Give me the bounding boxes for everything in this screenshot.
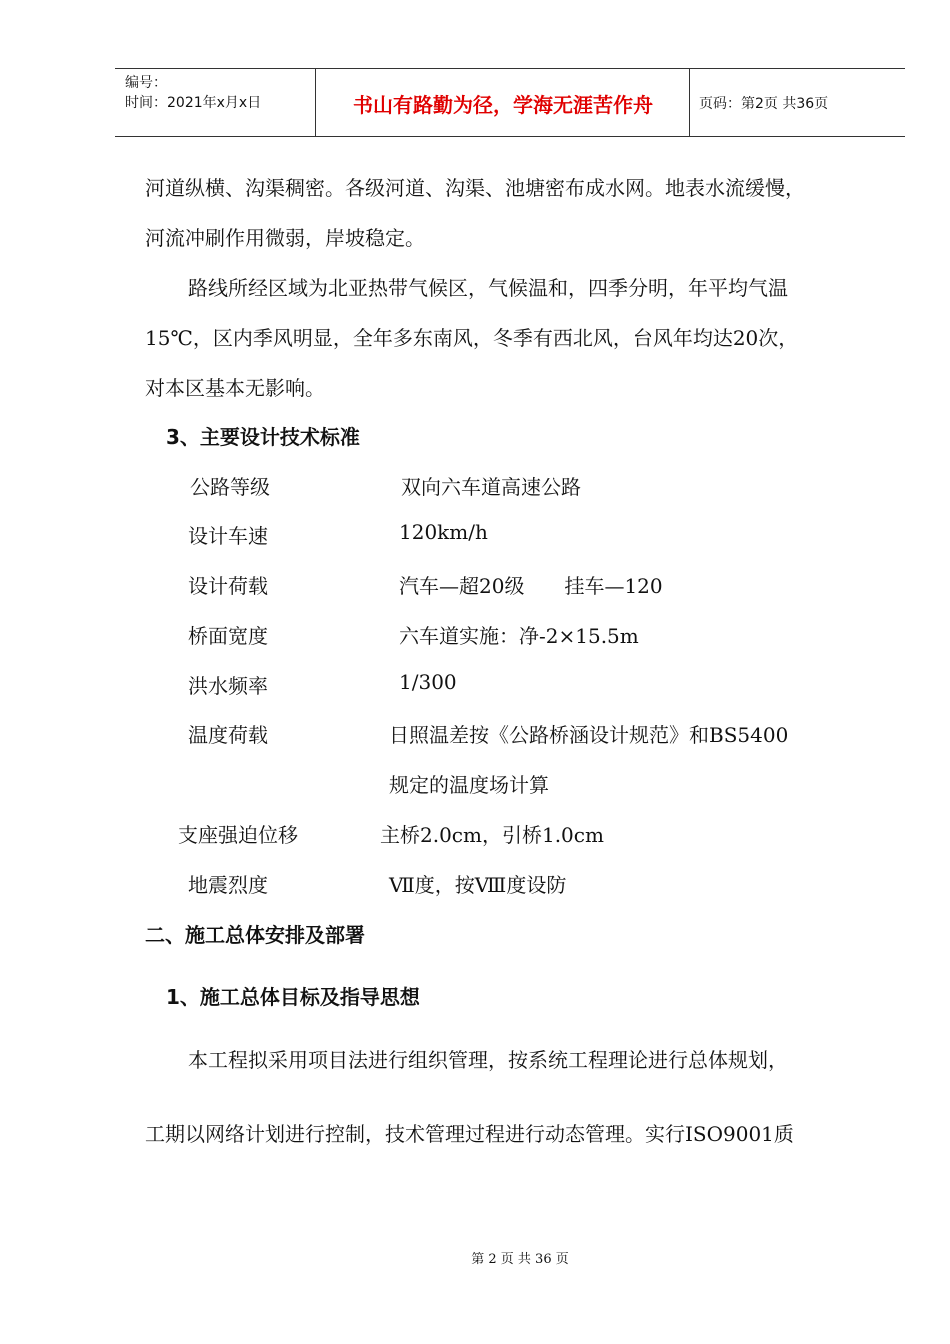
standard-value: 1/300	[399, 670, 457, 694]
page-header	[115, 68, 905, 137]
standard-label: 设计荷载	[188, 574, 268, 598]
standard-value: 日照温差按《公路桥涵设计规范》和BS5400	[389, 723, 789, 747]
paragraph-line: 工期以网络计划进行控制，技术管理过程进行动态管理。实行ISO9001质	[145, 1122, 794, 1146]
standard-label: 地震烈度	[188, 873, 268, 897]
standard-label: 温度荷载	[188, 723, 268, 747]
paragraph-line: 15℃，区内季风明显，全年多东南风，冬季有西北风，台风年均达20次，	[145, 326, 799, 350]
standard-value: 规定的温度场计算	[389, 773, 549, 797]
paragraph-line: 对本区基本无影响。	[145, 376, 325, 400]
code-label: 编号：	[125, 75, 167, 91]
paragraph-line: 河流冲刷作用微弱，岸坡稳定。	[145, 226, 425, 250]
section-heading: 3、主要设计技术标准	[166, 425, 360, 449]
header-meta	[125, 73, 315, 113]
subsection-heading: 1、施工总体目标及指导思想	[166, 985, 420, 1009]
header-divider	[689, 69, 690, 136]
standard-label: 设计车速	[188, 524, 268, 548]
standard-value: 汽车—超20级 挂车—120	[399, 574, 663, 598]
standard-value: 主桥2.0cm，引桥1.0cm	[380, 823, 604, 847]
standard-label: 桥面宽度	[188, 624, 268, 648]
header-motto: 书山有路勤为径，学海无涯苦作舟	[353, 93, 653, 117]
standard-label: 支座强迫位移	[178, 823, 298, 847]
standard-label: 公路等级	[190, 475, 270, 499]
paragraph-line: 河道纵横、沟渠稠密。各级河道、沟渠、池塘密布成水网。地表水流缓慢，	[145, 176, 805, 200]
standard-value: 120km/h	[399, 520, 488, 544]
standard-value: 双向六车道高速公路	[401, 475, 581, 499]
paragraph-line: 路线所经区域为北亚热带气候区，气候温和，四季分明，年平均气温	[188, 276, 788, 300]
header-divider	[315, 69, 316, 136]
time-label: 时间：2021年x月x日	[125, 95, 262, 111]
section-heading: 二、施工总体安排及部署	[145, 923, 365, 947]
footer-page-number: 第 2 页 共 36 页	[471, 1252, 569, 1267]
page-footer	[0, 1248, 950, 1267]
standard-value: Ⅶ度，按Ⅷ度设防	[389, 873, 567, 897]
standard-value: 六车道实施：净-2×15.5m	[399, 624, 639, 648]
header-page-label: 页码：第2页 共36页	[699, 96, 829, 112]
paragraph-line: 本工程拟采用项目法进行组织管理，按系统工程理论进行总体规划，	[188, 1048, 788, 1072]
standard-label: 洪水频率	[188, 674, 268, 698]
